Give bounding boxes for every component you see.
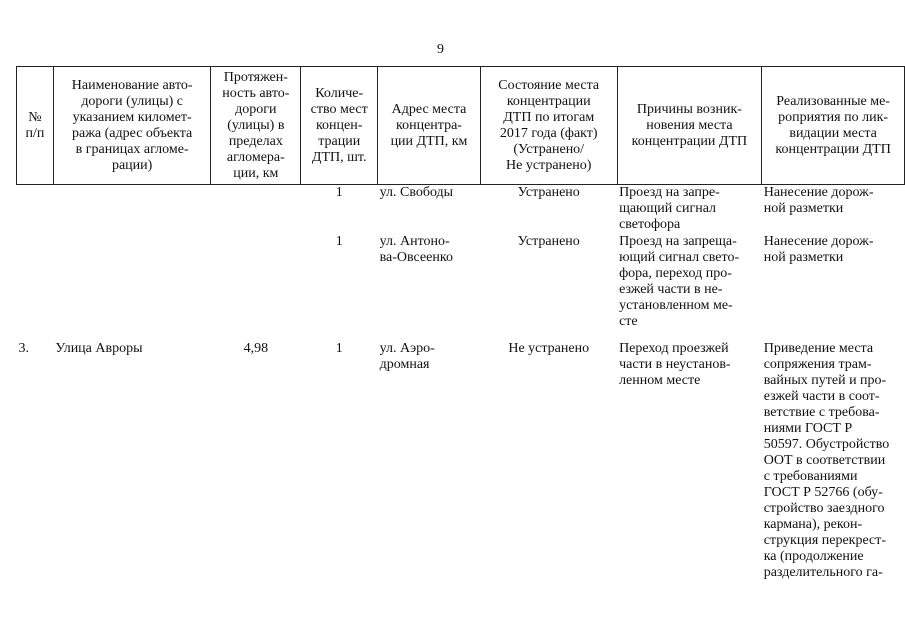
header-causes: Причины возник- новения места концентрации ДТП [617,67,762,185]
cell-road-length [211,234,301,341]
header-road-length: Протяжен- ность авто- дороги (улицы) в пределах агломера- ции, км [211,67,301,185]
dtp-concentration-table [16,66,905,581]
cell-causes: Переход проезжей части в неустанов- ленном месте [619,340,731,388]
cell-places-count: 1 [335,185,343,200]
cell-road-name [53,234,211,341]
cell-causes: Проезд на запре- щающий сигнал светофора [619,185,720,232]
page-number: 9 [437,42,444,57]
cell-causes: Проезд на запреща- ющий сигнал свето- фора, переход про- езжей части в не- установленном ме- сте [619,233,740,329]
cell-measures: Приведение места сопряжения трам- вайных путей и про- езжей части в соот- ветствие с требова- ниями ГОСТ Р 50597. Обустройство ООТ в соответствии с требованиями ГОСТ Р 52766 (обу- стройство заездного кармана), рекон- струкция перекрест- ка (продолжение разделительного га- [763,340,890,580]
table-row [17,185,905,234]
cell-road-length: 4,98 [243,340,269,356]
cell-road-name [53,185,211,234]
header-places-count: Количе- ство мест концен- трации ДТП, шт. [301,67,378,185]
cell-state: Не устранено [508,340,590,356]
cell-address: ул. Аэро- дромная [379,340,435,372]
header-road-name: Наименование авто- дороги (улицы) с указанием километ- ража (адрес объекта в границах агломе- рации) [53,67,211,185]
table-row [17,234,905,341]
table-row [17,341,905,581]
cell-number [17,234,54,341]
cell-state: Устранено [517,233,580,249]
header-state: Состояние места концентрации ДТП по итогам 2017 года (факт) (Устранено/ Не устранено) [480,67,617,185]
header-address: Адрес места концентра- ции ДТП, км [378,67,481,185]
header-measures: Реализованные ме- роприятия по лик- видации места концентрации ДТП [762,67,905,185]
cell-address: ул. Антоно- ва-Овсеенко [379,233,453,265]
cell-state: Устранено [517,185,580,200]
cell-places-count: 1 [335,340,343,356]
header-number: № п/п [17,67,54,185]
cell-road-length [211,185,301,234]
cell-address: ул. Свободы [379,185,454,200]
cell-places-count: 1 [335,233,343,249]
cell-number [17,185,54,234]
table-header-row [17,67,905,185]
cell-measures: Нанесение дорож- ной разметки [763,185,874,216]
cell-road-name: Улица Авроры [55,340,143,356]
cell-number: 3. [18,340,29,356]
cell-measures: Нанесение дорож- ной разметки [763,233,874,265]
